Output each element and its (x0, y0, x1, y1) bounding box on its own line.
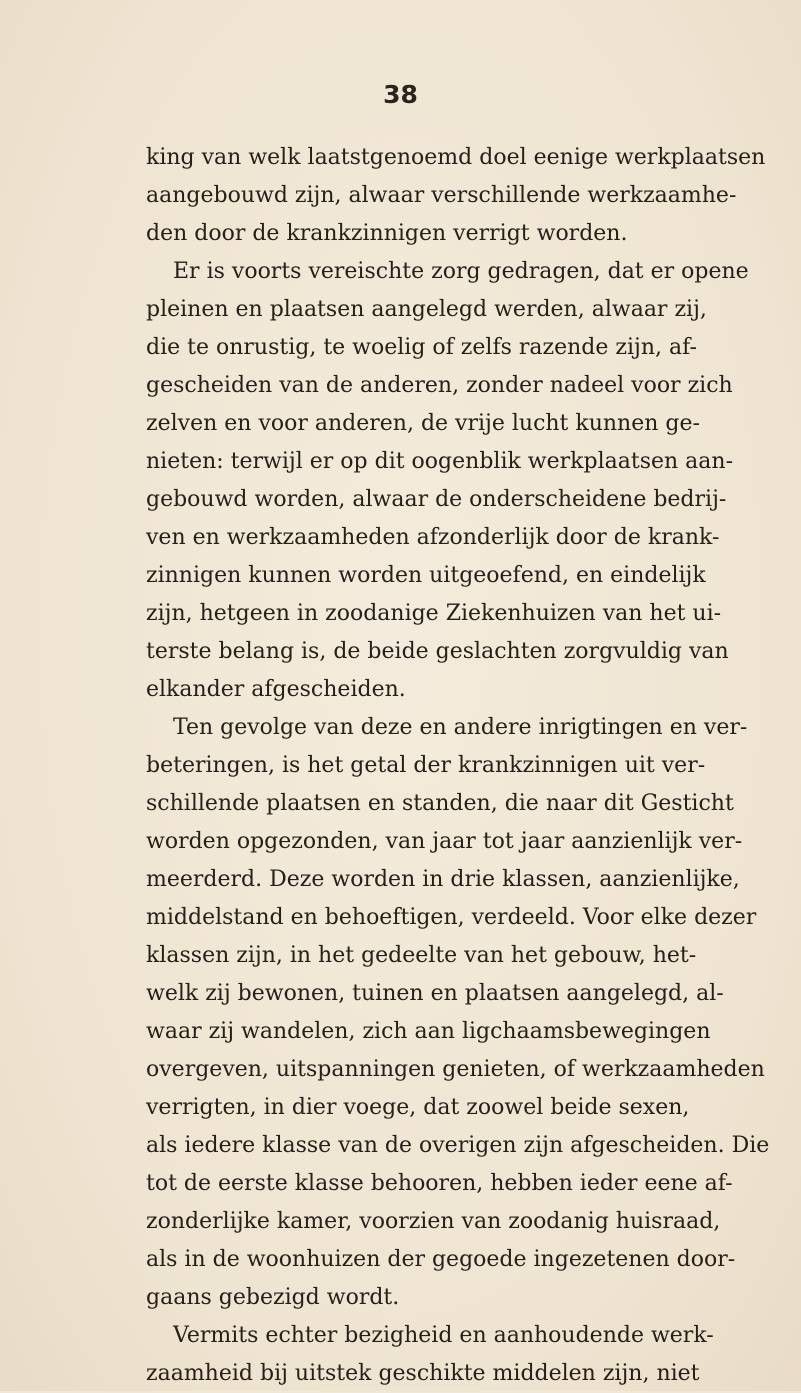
text-line: zonderlijke kamer, voorzien van zoodanig huisraad, (146, 1209, 721, 1234)
text-line: ven en werkzaamheden afzonderlijk door de krank- (146, 525, 720, 550)
text-line: welk zij bewonen, tuinen en plaatsen aangelegd, al- (146, 981, 724, 1006)
text-line: gebouwd worden, alwaar de onderscheidene bedrij- (146, 487, 727, 512)
text-line: zelven en voor anderen, de vrije lucht kunnen ge- (146, 411, 700, 436)
text-line: als iedere klasse van de overigen zijn afgescheiden. Die (146, 1133, 770, 1158)
text-line: als in de woonhuizen der gegoede ingezetenen door- (146, 1247, 736, 1272)
text-line: pleinen en plaatsen aangelegd werden, alwaar zij, (146, 297, 707, 322)
text-line: zijn, hetgeen in zoodanige Ziekenhuizen van het ui- (146, 601, 722, 626)
page-number: 38 (383, 80, 418, 109)
text-line: schillende plaatsen en standen, die naar dit Gesticht (146, 791, 734, 816)
paragraph-start-line: Er is voorts vereischte zorg gedragen, dat er opene (173, 259, 749, 284)
text-line: die te onrustig, te woelig of zelfs razende zijn, af- (146, 335, 697, 360)
text-line: gaans gebezigd wordt. (146, 1285, 400, 1310)
text-line: zinnigen kunnen worden uitgeoefend, en eindelijk (146, 563, 706, 588)
text-line: middelstand en behoeftigen, verdeeld. Voor elke dezer (146, 905, 757, 930)
text-line: nieten: terwijl er op dit oogenblik werkplaatsen aan- (146, 449, 733, 474)
text-line: beteringen, is het getal der krankzinnigen uit ver- (146, 753, 706, 778)
text-line: verrigten, in dier voege, dat zoowel beide sexen, (146, 1095, 690, 1120)
text-line: elkander afgescheiden. (146, 677, 406, 702)
text-line: waar zij wandelen, zich aan ligchaamsbewegingen (146, 1019, 711, 1044)
text-line: tot de eerste klasse behooren, hebben ieder eene af- (146, 1171, 733, 1196)
text-line: gescheiden van de anderen, zonder nadeel voor zich (146, 373, 733, 398)
text-line: king van welk laatstgenoemd doel eenige werkplaatsen (146, 145, 766, 170)
text-line: meerderd. Deze worden in drie klassen, aanzienlijke, (146, 867, 740, 892)
text-line: overgeven, uitspanningen genieten, of werkzaamheden (146, 1057, 765, 1082)
paragraph-start-line: Vermits echter bezigheid en aanhoudende werk- (173, 1323, 714, 1348)
text-line: aangebouwd zijn, alwaar verschillende werkzaamhe- (146, 183, 737, 208)
body-text (146, 139, 770, 1393)
text-line: den door de krankzinnigen verrigt worden. (146, 221, 628, 246)
text-line: worden opgezonden, van jaar tot jaar aanzienlijk ver- (146, 829, 743, 854)
text-line: terste belang is, de beide geslachten zorgvuldig van (146, 639, 729, 664)
paragraph-start-line: Ten gevolge van deze en andere inrigtingen en ver- (173, 715, 748, 740)
text-line: zaamheid bij uitstek geschikte middelen zijn, niet (146, 1361, 700, 1386)
text-line: klassen zijn, in het gedeelte van het gebouw, het- (146, 943, 697, 968)
